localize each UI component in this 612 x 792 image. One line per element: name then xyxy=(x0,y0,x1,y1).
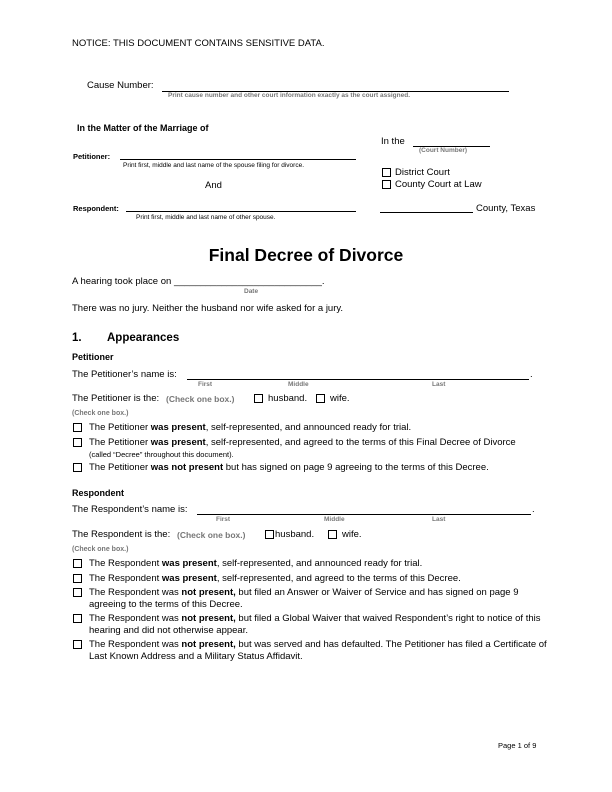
respondent-option-3-checkbox[interactable] xyxy=(73,588,82,597)
respondent-name-label: The Respondent’s name is: xyxy=(72,504,188,515)
matter-title: In the Matter of the Marriage of xyxy=(77,123,209,133)
respondent-option-5-checkbox[interactable] xyxy=(73,640,82,649)
petitioner-is-the-label: The Petitioner is the: xyxy=(72,393,160,404)
petitioner-option-1: The Petitioner was present, self-represented, and announced ready for trial. xyxy=(89,422,412,433)
respondent-heading: Respondent xyxy=(72,488,125,498)
respondent-check-one-inline: (Check one box.) xyxy=(177,530,246,540)
respondent-option-5: The Respondent was not present, but was served and has defaulted. The Petitioner has filed a Certificate of Last Known Address and a Military Status Affidavit. xyxy=(89,639,547,662)
section-heading: Appearances xyxy=(107,332,180,344)
petitioner-heading: Petitioner xyxy=(72,352,114,362)
respondent-middle-hint: Middle xyxy=(324,516,345,523)
jury-statement: There was no jury. Neither the husband nor wife asked for a jury. xyxy=(72,303,344,314)
respondent-husband-label: husband. xyxy=(275,529,315,540)
petitioner-wife-label: wife. xyxy=(330,393,350,404)
and-label: And xyxy=(205,180,222,191)
petitioner-check-one-inline: (Check one box.) xyxy=(166,394,235,404)
respondent-is-the-label: The Respondent is the: xyxy=(72,529,171,540)
county-field[interactable] xyxy=(380,212,473,213)
hearing-date-field[interactable]: ____________________________. xyxy=(173,276,325,287)
respondent-first-hint: First xyxy=(216,516,231,523)
petitioner-name-label: The Petitioner’s name is: xyxy=(72,369,177,380)
date-hint: Date xyxy=(244,288,259,295)
county-texas-label: County, Texas xyxy=(476,203,536,214)
petitioner-first-hint: First xyxy=(198,381,213,388)
court-number-hint: (Court Number) xyxy=(419,147,468,154)
in-the-label: In the xyxy=(381,136,405,147)
petitioner-check-one: (Check one box.) xyxy=(72,410,129,417)
petitioner-last-hint: Last xyxy=(432,381,446,388)
petitioner-wife-checkbox[interactable] xyxy=(316,394,325,403)
respondent-option-3: The Respondent was not present, but filed an Answer or Waiver of Service and has signed on page 9 agreeing to the terms of this Decree. xyxy=(89,587,519,610)
respondent-check-one: (Check one box.) xyxy=(72,546,129,553)
petitioner-husband-checkbox[interactable] xyxy=(254,394,263,403)
respondent-option-2: The Respondent was present, self-represented, and agreed to the terms of this Decree. xyxy=(89,573,461,584)
respondent-husband-checkbox[interactable] xyxy=(265,530,274,539)
petitioner-hint: Print first, middle and last name of the spouse filing for divorce. xyxy=(123,162,305,169)
notice-header: NOTICE: THIS DOCUMENT CONTAINS SENSITIVE DATA. xyxy=(72,38,325,49)
cause-number-label: Cause Number: xyxy=(87,80,154,91)
period: . xyxy=(530,369,533,380)
petitioner-middle-hint: Middle xyxy=(288,381,309,388)
respondent-option-1: The Respondent was present, self-represented, and announced ready for trial. xyxy=(89,558,423,569)
petitioner-option-3: The Petitioner was not present but has signed on page 9 agreeing to the terms of this Decree. xyxy=(89,462,489,473)
respondent-option-4-checkbox[interactable] xyxy=(73,614,82,623)
respondent-last-hint: Last xyxy=(432,516,446,523)
petitioner-name-field[interactable] xyxy=(120,159,356,160)
page-number: Page 1 of 9 xyxy=(498,741,537,750)
hearing-text xyxy=(72,276,325,287)
petitioner-option-1-checkbox[interactable] xyxy=(73,423,82,432)
respondent-full-name-field[interactable] xyxy=(197,514,531,515)
hearing-label: A hearing took place on xyxy=(72,276,172,287)
petitioner-label: Petitioner: xyxy=(73,152,111,161)
petitioner-option-2-checkbox[interactable] xyxy=(73,438,82,447)
respondent-option-1-checkbox[interactable] xyxy=(73,559,82,568)
page-title: Final Decree of Divorce xyxy=(208,245,404,265)
respondent-option-2-checkbox[interactable] xyxy=(73,574,82,583)
county-court-label: County Court at Law xyxy=(395,179,482,190)
section-number: 1. xyxy=(72,332,82,344)
respondent-hint: Print first, middle and last name of other spouse. xyxy=(136,214,276,221)
cause-number-hint: Print cause number and other court information exactly as the court assigned. xyxy=(168,92,410,99)
period: . xyxy=(532,504,535,515)
respondent-label: Respondent: xyxy=(73,204,119,213)
respondent-wife-checkbox[interactable] xyxy=(328,530,337,539)
respondent-wife-label: wife. xyxy=(342,529,362,540)
petitioner-option-2-note: (called “Decree” throughout this document). xyxy=(89,450,234,459)
petitioner-option-2: The Petitioner was present, self-represented, and agreed to the terms of this Final Decree of Divorce xyxy=(89,437,516,448)
petitioner-option-3-checkbox[interactable] xyxy=(73,463,82,472)
respondent-name-field[interactable] xyxy=(126,211,356,212)
county-court-checkbox[interactable] xyxy=(382,180,391,189)
petitioner-husband-label: husband. xyxy=(268,393,308,404)
district-court-checkbox[interactable] xyxy=(382,168,391,177)
respondent-option-4: The Respondent was not present, but filed a Global Waiver that waived Respondent’s right to notice of this hearing and did not otherwise appear. xyxy=(89,613,541,636)
district-court-label: District Court xyxy=(395,167,450,178)
petitioner-full-name-field[interactable] xyxy=(187,379,529,380)
